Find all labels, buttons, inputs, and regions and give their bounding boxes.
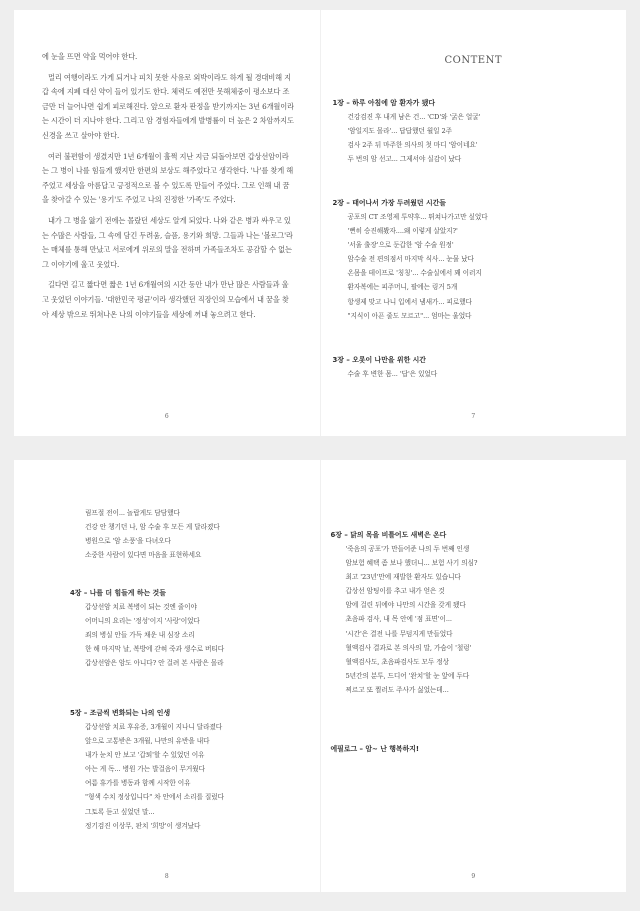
chapter-3 [333,353,603,381]
toc-line: 한 해 마지막 날, 복방에 갇혀 죽과 생수로 버티다 [85,645,225,654]
body-text [42,50,294,328]
toc-line: 소중한 사람이 있다면 마음을 표현하세요 [85,551,202,560]
toc-line: 검사 2주 뒤 마주한 의사의 첫 마디 '암이네요' [347,141,478,150]
paragraph: 내가 그 병을 앓기 전에는 몰랐던 세상도 알게 되었다. 나와 같은 병과 싸우고 있는 수많은 사람들, 그 속에 담긴 두려움, 슬픔, 용기와 희망. 그들과 나는 '볼로그'라는 매체를 통해 만났고 서로에게 위로의 말을 전하며 가족들조차도 공감할 수 없는 그 이야기에 울고 웃었다. [42,215,293,269]
toc-line: 암보험 혜택 좀 보나 했더니... 보험 사기 의심? [345,559,478,568]
toc-line: '죽음의 공포'가 만들어준 나의 두 번째 인생 [345,545,470,553]
toc-line: 5년간의 분투, 드디어 '완치'할 눈 앞에 두다 [345,671,470,680]
toc-line: 환자복에는 피주머니, 팔에는 링거 5개 [347,283,458,292]
toc-line: 혈액검사 결과로 본 의사의 말, 가슴이 '철렁' [345,643,472,652]
chapter-heading: 6장 – 닭의 목을 비틀어도 새벽은 온다 [330,531,447,539]
chapter-heading: 3장 – 오롯이 나만을 위한 시간 [332,356,426,364]
toc-line: 갑상선암은 암도 아니다? 안 걸려 본 사람은 몰라 [85,659,224,668]
epilogue [331,742,621,756]
page-number: 7 [471,413,476,420]
toc-line: 죄의 병실 안들 가득 채운 내 심장 소리 [85,631,195,640]
toc-line: 최고 '23년'만에 재발한 환자도 있습니다 [345,573,461,582]
chapter-4 [70,586,310,670]
toc-line: '뻔히 승진해봤자....왜 이렇게 살았지?' [347,227,458,236]
toc-line: 갑상선 암팅이를 추고 내가 얻은 것 [345,587,445,596]
chapter-heading: 4장 – 나를 더 힘들게 하는 것들 [70,589,166,597]
toc-line: 초음파 검사, 내 목 안에 '점 표면'이... [345,615,452,624]
paragraph: 여러 불편함이 생겼지만 1년 6개월이 훌쩍 지난 지금 되돌아보면 갑상선암이라는 그 병이 나를 힘들게 했지만 한편의 보상도 해주었다고 생각한다. '나'를 찾게 해주었고 세상을 아름답고 긍정적으로 볼 수 있도록 만들어 주었다. 그로 인해 내 꿈을 찾아갈 수 있는 '용기'도 주었고 나의 진정한 '가족'도 주었다. [42,151,294,205]
chapter-2 [333,196,603,323]
toc-line: 갑상선암 치료 복병이 되는 것엔 줄이야 [85,603,197,611]
toc-line: '서울 출장'으로 둔갑한 '암 수술 원정' [347,241,454,250]
toc-line: '암일지도 몰라'... 답답했던 월일 2주 [347,127,452,136]
chapter-1 [333,96,603,166]
toc-line: 정기검진 이상무, 판치 '희망'이 생겨났다 [85,821,201,830]
page-number: 9 [471,873,476,880]
chapter-heading: 1장 – 하루 아침에 암 환자가 됐다 [332,99,436,107]
toc-line: 갑상선암 치료 후유증, 3개월이 지나니 달라졌다 [85,723,223,731]
page-6 [14,10,321,436]
book-spread-bottom [14,460,626,892]
page-number: 6 [164,413,169,420]
toc-line: 어머니의 요리는 '정성'이지 '사랑'이었다 [85,617,200,626]
toc-line: 병원으로 '암 소풍'을 다녀오다 [85,537,171,546]
toc-line: 항생제 맞고 나니 입에서 냄새가... 피로했다 [347,297,472,306]
contents-title: CONTENT [444,55,502,66]
toc-line: 아는 게 독... 병원 가는 발걸음이 무거웠다 [85,765,205,774]
chapter-heading: 2장 – 태어나서 가장 두려웠던 시간들 [332,199,446,207]
toc-line: 여름 휴가를 병동과 함께 시작한 이유 [85,779,191,788]
toc-line: '시간'은 결전 나를 무덤지게 만들었다 [345,629,453,638]
paragraph: 멀리 여행이라도 가게 되거나 피치 못한 사유로 외박이라도 하게 될 경대비해 지갑 속에 지폐 대신 약이 들어 있기도 한다. 체력도 예전만 못해체중이 평소보다 조금만 더 늘어나면 쉽게 피로해진다. 앞으로 환자 판정을 받기까지는 3년 6개월이라는 시간이 더 지나야 한다. 그리고 암 경험자들에게 발병률이 더 높은 2 차암까지도 신경을 쓰고 살아야 한다. [42,72,294,140]
toc-line: 림프절 전이... 놀랍게도 담담했다 [85,509,180,517]
chapter-5 [70,706,310,833]
chapter-6 [331,528,621,697]
toc-line: "지식이 아픈 줄도 모르고"... 엄마는 울었다 [347,311,472,320]
book-spread-top [14,10,626,436]
toc-line: 앞으로 고통받은 3개월, 나만의 유반을 내다 [85,737,210,746]
chapter-heading: 5장 – 조금씩 변화되는 나의 인생 [70,709,171,717]
page-8 [14,460,321,892]
toc-line: 내가 눈치 안 보고 '갑퇴'할 수 있었던 이유 [85,751,205,760]
toc-line: 공포의 CT 조영제 투약후... 뛰쳐나가고만 싶었다 [347,213,488,221]
toc-line: 그토록 듣고 싶었던 말... [85,807,155,816]
paragraph: 에 눈을 뜨면 약을 먹어야 한다. [42,52,138,61]
toc-line: 혈액검사도, 초음파검사도 모두 정상 [345,657,450,666]
toc-line: 건강검진 후 내게 남은 건... 'CD'와 '굵은 얼굴' [347,113,481,121]
toc-line: 건강 안 챙기던 나, 암 수술 후 모든 게 달라졌다 [85,523,220,532]
toc-line: "형색 수치 정상입니다" 차 안에서 소리를 질렀다 [85,793,224,802]
page-9 [321,460,627,892]
toc-line: 암수술 전 편의점서 마지막 식사... 눈물 났다 [347,255,474,264]
page-number: 8 [164,873,169,880]
chapter-3-continued [70,506,310,562]
toc-line: 두 번의 암 선고... 그제서야 실감이 났다 [347,155,462,164]
epilogue-heading: 에필로그 – 암~ 난 행복하지! [330,745,420,753]
toc-line: 암에 걸린 뒤에야 나만의 시간을 갖게 됐다 [345,601,466,610]
toc-line: 온몸을 테이프로 '칭칭'... 수술실에서 꽤 이러지 [347,269,482,278]
page-7 [321,10,627,436]
paragraph: 길다면 길고 짧다면 짧은 1년 6개월여의 시간 동안 내가 만난 많은 사람들과 울고 웃었던 이야기들. '대한민국 평균'이라 생각했던 직장인의 모습에서 내 꿈을 찾아 세상 밖으로 뛰쳐나온 나의 이야기들을 세상에 꺼내 놓으려고 한다. [42,280,289,319]
toc-line: 수술 후 변한 몸... '답'은 있었다 [347,370,438,378]
toc-line: 찌르고 또 찔러도 주사가 싫었는데... [345,685,449,694]
